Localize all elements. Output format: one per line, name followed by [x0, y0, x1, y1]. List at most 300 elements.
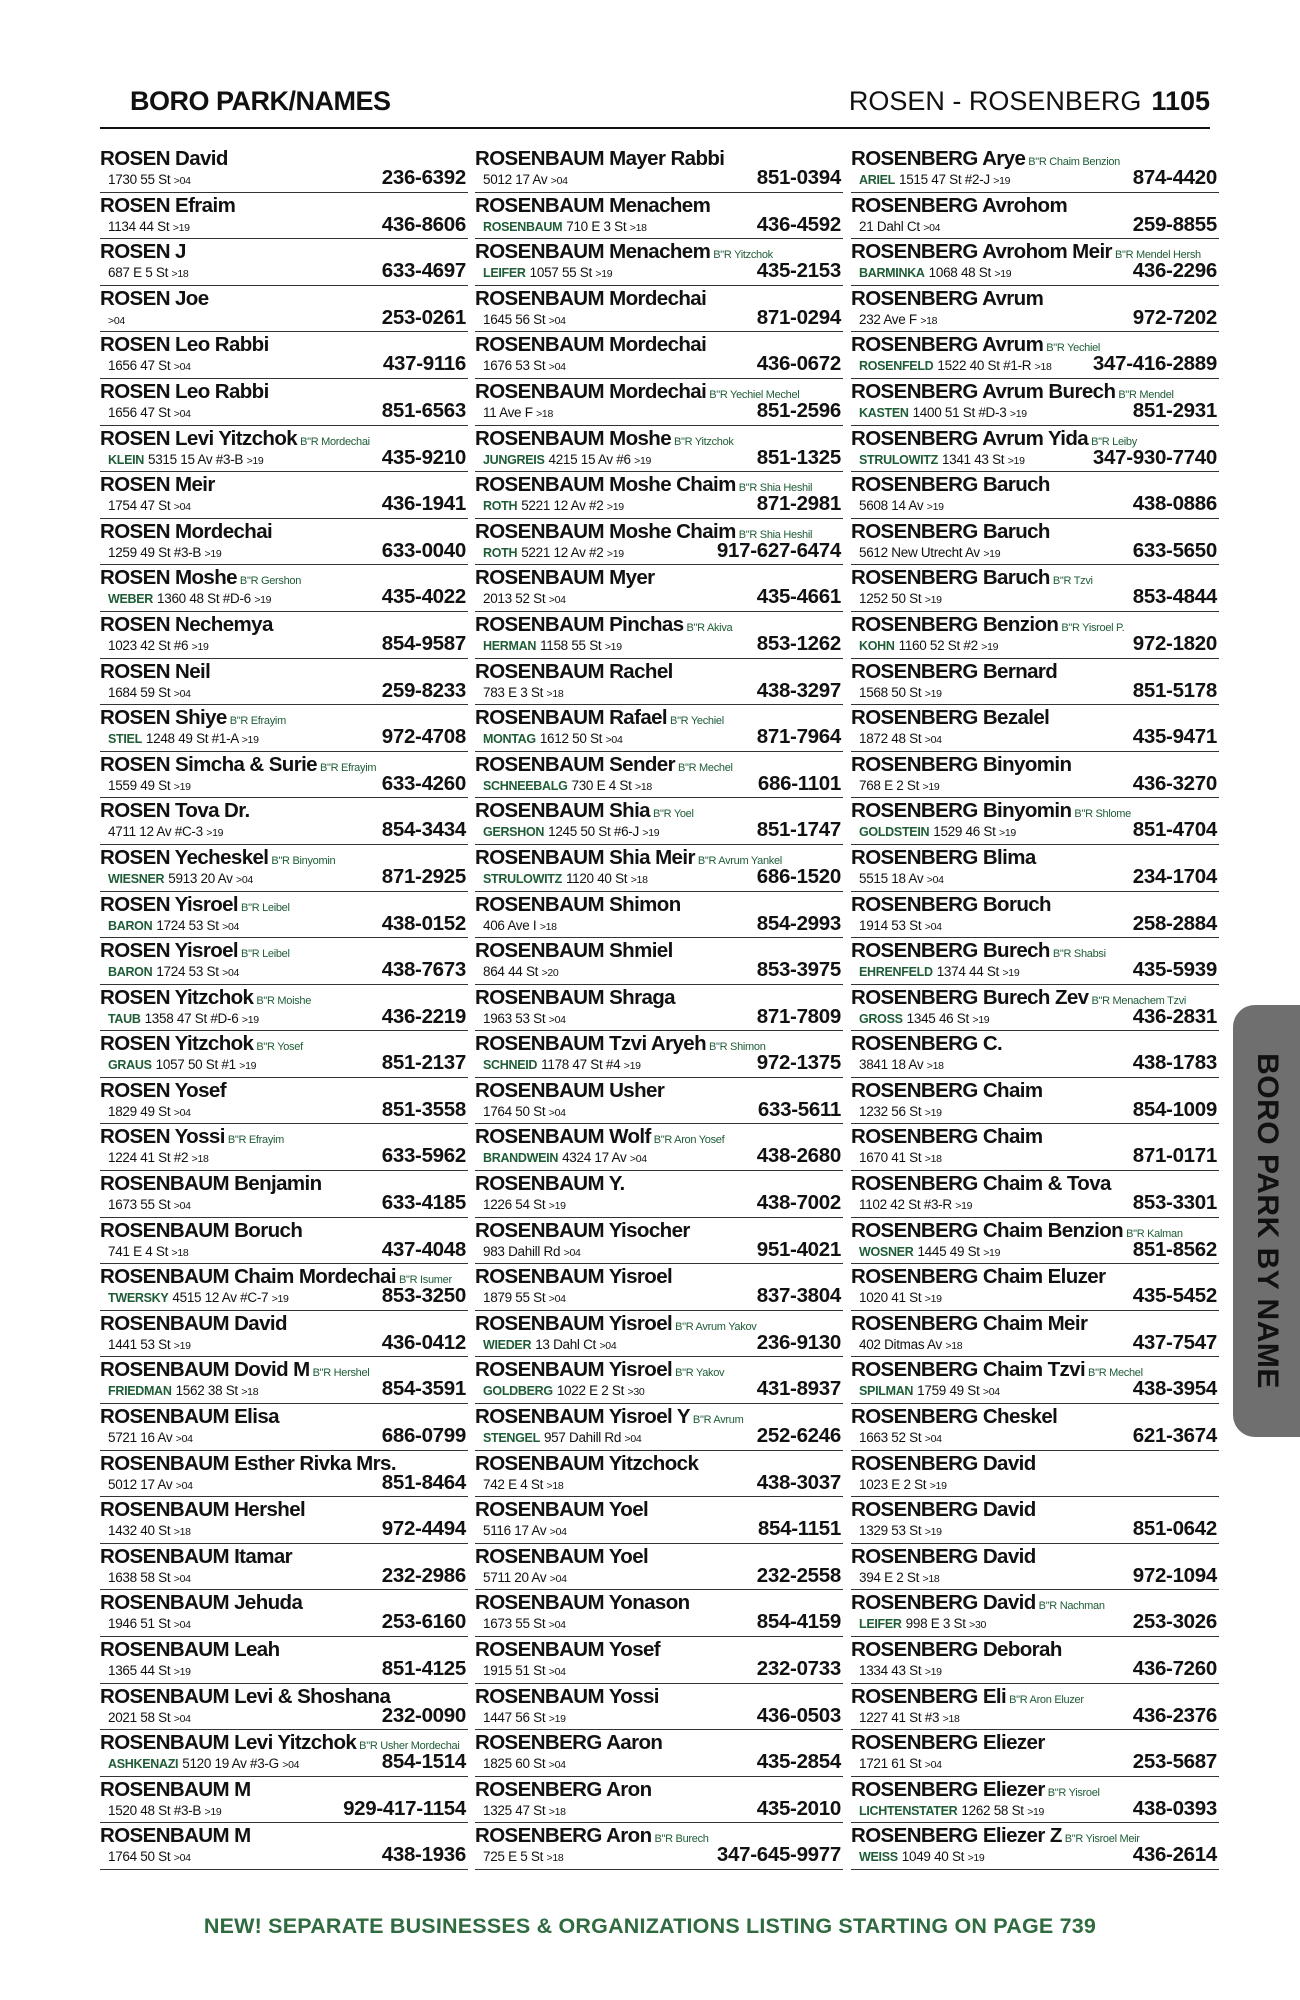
entry-zip-code: >04 [236, 873, 253, 886]
entry-zip-code: >19 [241, 734, 259, 747]
entry-phone: 853-3975 [756, 958, 841, 982]
entry-name-line [851, 1685, 1084, 1712]
listing-entry [475, 1124, 843, 1171]
entry-phone: 854-9587 [381, 631, 466, 655]
entry-name-line [475, 986, 675, 1010]
listing-entry [851, 798, 1219, 845]
listing-entry [851, 146, 1219, 193]
listing-entry [851, 1823, 1219, 1870]
listing-entry [100, 1684, 468, 1731]
entry-surname: LEIFER [859, 1617, 902, 1632]
entry-address-line [108, 1289, 289, 1308]
entry-name: ROSENBAUM Mordechai [475, 286, 707, 310]
entry-surname: SCHNEID [483, 1058, 538, 1073]
listing-entry [851, 519, 1219, 566]
entry-phone: 347-416-2889 [1092, 352, 1217, 376]
entry-address-line [483, 1755, 566, 1774]
entry-zip-code: >19 [595, 268, 613, 281]
entry-address: 1676 53 St [483, 358, 546, 374]
entry-phone: 232-0090 [381, 1703, 466, 1727]
entry-phone: 851-0394 [756, 166, 841, 189]
entry-zip-code: >19 [191, 640, 209, 653]
entry-address: 1670 41 St [859, 1150, 922, 1166]
entry-name-line [475, 753, 733, 780]
entry-zip-code: >19 [173, 1666, 191, 1678]
entry-phone: 972-4494 [381, 1517, 466, 1541]
listing-entry [475, 1264, 843, 1311]
listing-entry [100, 193, 468, 240]
entry-address: 5515 18 Av [859, 870, 924, 886]
entry-address-line [108, 1615, 191, 1634]
entry-address-line [859, 963, 1019, 982]
entry-zip-code: >18 [536, 407, 554, 420]
entry-zip-code: >18 [635, 780, 652, 793]
entry-surname: ROSENBAUM [483, 219, 563, 234]
entry-address: 741 E 4 St [108, 1243, 169, 1259]
entry-address: 1946 51 St [108, 1616, 171, 1632]
entry-name-line [475, 1079, 664, 1103]
entry-address: 1754 47 St [108, 498, 171, 514]
listing-entry [100, 1264, 468, 1311]
entry-address: 1663 52 St [859, 1430, 922, 1446]
entry-name-line [851, 1079, 1042, 1103]
entry-phone: 435-2153 [756, 259, 841, 283]
entry-name-line [475, 333, 706, 357]
entry-name-line [475, 939, 673, 963]
entry-name: ROSEN Moshe [100, 566, 237, 590]
entry-father-name: B"R Moishe [256, 994, 312, 1007]
entry-name-line [475, 1265, 672, 1289]
entry-father-name: B"R Yosef [256, 1041, 303, 1054]
entry-name-line [475, 1172, 625, 1196]
listing-entry [100, 146, 468, 193]
entry-father-name: B"R Nachman [1038, 1600, 1105, 1613]
entry-address-line [859, 357, 1052, 376]
entry-phone: 436-0412 [381, 1330, 466, 1354]
entry-name: ROSENBERG Avrum Burech [851, 379, 1116, 403]
entry-name: ROSENBERG David [851, 1498, 1036, 1522]
entry-surname: KLEIN [108, 452, 145, 467]
entry-address-line [859, 684, 942, 703]
entry-zip-code: >19 [548, 1712, 566, 1725]
entry-surname: WIEDER [483, 1337, 532, 1352]
entry-surname: ARIEL [859, 173, 896, 187]
entry-phone: 853-4844 [1132, 585, 1217, 609]
entry-name: ROSENBAUM Dovid M [100, 1358, 310, 1382]
entry-name-line [851, 1498, 1036, 1522]
entry-phone: 436-0503 [756, 1703, 841, 1727]
listing-entry [851, 1078, 1219, 1125]
entry-address-line [859, 1662, 942, 1681]
entry-address: 1400 51 St #D-3 [912, 404, 1007, 420]
entry-phone: 347-930-7740 [1092, 445, 1217, 469]
entry-address: 4324 17 Av [562, 1150, 627, 1166]
entry-father-name: B"R Mechel [678, 761, 733, 774]
entry-name-line [851, 473, 1050, 497]
listing-entry [475, 938, 843, 985]
entry-address-line [108, 1662, 191, 1681]
entry-phone: 259-8233 [381, 678, 466, 702]
entry-surname: ASHKENAZI [108, 1757, 179, 1772]
entry-name-line [100, 1079, 226, 1103]
entry-surname: BARON [108, 918, 153, 933]
entry-phone: 438-0152 [381, 911, 466, 935]
entry-name-line [851, 1405, 1057, 1429]
entry-address-line [108, 218, 190, 237]
entry-father-name: B"R Yitzchok [713, 249, 773, 262]
header-range-text: ROSEN - ROSENBERG [848, 86, 1142, 116]
entry-address: 710 E 3 St [566, 218, 627, 234]
listing-entry [851, 239, 1219, 286]
entry-name: ROSENBERG Chaim & Tova [851, 1172, 1111, 1196]
entry-zip-code: >04 [173, 407, 191, 420]
entry-address-line [108, 451, 263, 470]
entry-name-line [475, 846, 782, 873]
listing-entry [475, 752, 843, 799]
entry-father-name: B"R Menachem Tzvi [1091, 994, 1187, 1007]
entry-address-line [859, 218, 940, 237]
entry-name-line [851, 893, 1051, 917]
entry-name-line [851, 1172, 1111, 1196]
entry-phone: 232-2558 [756, 1563, 841, 1587]
entry-phone: 232-2986 [381, 1563, 466, 1587]
entry-zip-code: >19 [924, 1293, 942, 1306]
entry-surname: STRULOWITZ [483, 871, 562, 886]
entry-zip-code: >04 [924, 1433, 942, 1446]
entry-address: 1612 50 St [539, 731, 603, 747]
entry-name-line [475, 1125, 724, 1152]
entry-name-line [100, 520, 272, 544]
entry-address-line [108, 823, 223, 842]
entry-name: ROSENBAUM Yisocher [475, 1218, 690, 1242]
entry-zip-code: >04 [173, 1572, 191, 1585]
entry-address-line [108, 590, 271, 609]
entry-address-line [108, 777, 191, 796]
entry-address-line [108, 1243, 188, 1262]
listing-entry [475, 1684, 843, 1731]
entry-name-line [851, 1125, 1042, 1149]
entry-phone: 972-7202 [1132, 305, 1217, 329]
listing-column-1 [100, 146, 468, 1870]
entry-name: ROSENBAUM Hershel [100, 1498, 306, 1522]
entry-name-line [475, 1591, 690, 1615]
listing-entry [100, 1357, 468, 1404]
entry-address-line [483, 1569, 567, 1588]
listing-entry [100, 612, 468, 659]
entry-address-line [859, 451, 1025, 470]
entry-address-line [483, 451, 651, 470]
entry-name: ROSENBERG Bernard [851, 659, 1058, 683]
entry-phone: 347-645-9977 [716, 1843, 841, 1867]
entry-zip-code: >30 [969, 1619, 987, 1632]
listing-entry [100, 1124, 468, 1171]
entry-name: ROSENBERG Deborah [851, 1638, 1062, 1661]
entry-phone: 236-9130 [756, 1330, 841, 1354]
entry-zip-code: >04 [548, 1013, 566, 1026]
entry-address: 5711 20 Av [483, 1569, 547, 1585]
entry-zip-code: >19 [981, 640, 999, 653]
entry-name: ROSENBERG C. [851, 1032, 1003, 1056]
entry-phone: 436-0672 [756, 352, 841, 376]
entry-phone: 232-0733 [756, 1657, 841, 1680]
entry-address: 1445 49 St [917, 1243, 980, 1259]
entry-address-line [108, 1103, 191, 1122]
entry-zip-code: >04 [173, 1712, 191, 1725]
listing-entry [851, 845, 1219, 892]
entry-name: ROSENBAUM Mordechai [475, 379, 707, 403]
entry-name: ROSENBAUM Leah [100, 1638, 280, 1661]
entry-name: ROSENBERG Chaim Benzion [851, 1218, 1124, 1242]
entry-address: 1520 48 St #3-B [108, 1802, 202, 1818]
entry-zip-code: >19 [172, 221, 190, 234]
entry-zip-code: >19 [606, 547, 624, 560]
entry-zip-code: >18 [546, 1479, 564, 1492]
entry-name: ROSENBAUM Moshe Chaim [475, 519, 736, 543]
entry-address: 1656 47 St [108, 404, 171, 420]
entry-zip-code: >19 [983, 547, 1001, 560]
entry-address: 983 Dahill Rd [483, 1243, 561, 1259]
listing-entry [100, 1218, 468, 1265]
listing-column-2 [475, 146, 843, 1870]
listing-entry [851, 1497, 1219, 1544]
entry-name-line [851, 1358, 1143, 1385]
entry-name: ROSENBAUM Levi Yitzchok [100, 1731, 357, 1755]
entry-phone: 438-1936 [381, 1843, 466, 1867]
entry-zip-code: >18 [173, 1526, 191, 1539]
entry-zip-code: >19 [1007, 454, 1025, 467]
entry-father-name: B"R Binyomin [271, 854, 336, 867]
entry-name: ROSENBERG Blima [851, 845, 1036, 869]
entry-address: 2013 52 St [483, 591, 546, 607]
entry-name: ROSEN Efraim [100, 193, 236, 217]
listing-entry [100, 379, 468, 426]
entry-name: ROSENBERG Eli [851, 1684, 1007, 1708]
entry-name: ROSEN Nechemya [100, 612, 273, 636]
entry-phone: 633-5611 [757, 1097, 841, 1121]
entry-phone: 917-627-6474 [716, 538, 841, 562]
entry-address-line [483, 823, 659, 842]
entry-name: ROSENBERG Arye [851, 147, 1026, 170]
entry-name-line [851, 566, 1093, 593]
entry-address: 1120 40 St [565, 870, 628, 886]
entry-phone: 871-0171 [1132, 1144, 1217, 1168]
listing-entry [851, 1218, 1219, 1265]
entry-address-line [859, 264, 1011, 283]
entry-name: ROSEN Yossi [100, 1125, 225, 1149]
entry-phone: 437-7547 [1132, 1330, 1217, 1354]
entry-address: 1226 54 St [483, 1197, 546, 1213]
entry-address-line [859, 1615, 986, 1634]
entry-zip-code: >04 [926, 873, 944, 886]
entry-name: ROSENBAUM M [100, 1824, 251, 1848]
entry-name-line [100, 613, 273, 637]
entry-surname: LEIFER [483, 266, 526, 281]
entry-name: ROSENBAUM Rafael [475, 706, 668, 730]
entry-name-line [100, 1591, 302, 1615]
entry-surname: GOLDBERG [483, 1384, 553, 1399]
entry-name: ROSENBERG Chaim [851, 1078, 1043, 1102]
entry-address-line [859, 171, 1010, 190]
entry-zip-code: >19 [999, 827, 1016, 840]
entry-zip-code: >18 [942, 1712, 960, 1725]
entry-name-line [851, 1591, 1105, 1618]
entry-address-line [108, 1149, 209, 1168]
entry-name: ROSENBAUM Moshe [475, 426, 672, 450]
entry-phone: 438-3954 [1132, 1377, 1217, 1401]
entry-zip-code: >18 [922, 1572, 940, 1585]
entry-address-line [859, 1709, 960, 1728]
entry-address-line [859, 1382, 1000, 1401]
entry-phone: 259-8855 [1132, 212, 1217, 236]
entry-address-line [859, 823, 1016, 842]
entry-name: ROSENBAUM Wolf [475, 1125, 651, 1149]
entry-address-line [483, 637, 622, 656]
entry-name: ROSENBERG Avrohom Meir [851, 240, 1112, 264]
entry-name: ROSENBAUM David [100, 1311, 287, 1335]
entry-name: ROSENBAUM Shraga [475, 985, 675, 1009]
entry-zip-code: >18 [546, 687, 564, 700]
entry-address-line [859, 1569, 939, 1588]
entry-name-line [100, 1219, 302, 1243]
entry-address: 232 Ave F [859, 311, 917, 327]
entry-name: ROSENBERG Eliezer [851, 1777, 1045, 1801]
entry-address-line [108, 1569, 191, 1588]
entry-address-line [108, 497, 191, 516]
entry-address: 5315 15 Av #3-B [148, 451, 244, 467]
entry-address-line [859, 1149, 942, 1168]
entry-zip-code: >19 [241, 1013, 259, 1026]
entry-address-line [859, 311, 937, 330]
entry-name-line [100, 1824, 251, 1848]
entry-name-line [100, 566, 301, 593]
entry-name-line [100, 1498, 305, 1522]
entry-phone: 851-2137 [381, 1051, 466, 1075]
entry-address-line [108, 171, 191, 190]
listing-entry [475, 565, 843, 612]
entry-surname: WEISS [859, 1850, 898, 1865]
entry-name-line [100, 240, 186, 264]
entry-address: 1360 48 St #D-6 [157, 591, 251, 607]
entry-father-name: B"R Yakov [675, 1367, 725, 1380]
entry-address-line [483, 917, 557, 936]
listing-entry [475, 705, 843, 752]
entry-name: ROSENBAUM Pinchas [475, 612, 684, 636]
entry-phone: 253-0261 [381, 305, 466, 329]
entry-address-line [483, 870, 648, 889]
entry-name-line [100, 473, 215, 497]
entry-address-line [108, 1709, 191, 1728]
entry-phone: 929-417-1154 [343, 1796, 466, 1820]
entry-phone: 951-4021 [756, 1237, 841, 1261]
entry-name-line [100, 753, 376, 780]
entry-phone: 871-0294 [756, 305, 841, 329]
entry-address: 1432 40 St [108, 1523, 171, 1539]
entry-phone: 435-5452 [1132, 1284, 1217, 1308]
entry-zip-code: >04 [924, 1759, 942, 1772]
entry-name: ROSENBAUM M [100, 1777, 251, 1801]
entry-name-line [851, 660, 1057, 684]
entry-phone: 438-3297 [756, 678, 841, 702]
entry-address-line [483, 1196, 566, 1215]
entry-name-line [475, 706, 724, 733]
entry-address-line [859, 730, 942, 749]
entry-phone: 438-7673 [381, 958, 466, 982]
entry-surname: FRIEDMAN [108, 1384, 172, 1399]
entry-address: 1341 43 St [941, 451, 1005, 467]
entry-zip-code: >04 [548, 1106, 566, 1119]
entry-zip-code: >18 [539, 920, 557, 933]
entry-surname: STENGEL [483, 1431, 540, 1446]
listing-entry [475, 1218, 843, 1265]
entry-address: 406 Ave I [483, 917, 537, 933]
entry-father-name: B"R Yechiel [1046, 342, 1101, 355]
entry-name-line [100, 380, 269, 404]
listing-entry [851, 1637, 1219, 1684]
entry-address: 1178 47 St #4 [541, 1057, 621, 1073]
entry-address-line [483, 1662, 566, 1681]
listing-entry [475, 1404, 843, 1451]
entry-address: 1559 49 St [108, 777, 171, 793]
entry-name: ROSENBERG Binyomin [851, 752, 1072, 776]
entry-name-line [475, 427, 734, 454]
entry-name-line [100, 147, 228, 171]
entry-name: ROSENBERG Baruch [851, 566, 1050, 590]
entry-address-line [483, 1522, 567, 1541]
entry-name-line [475, 194, 710, 218]
entry-surname: GRAUS [108, 1058, 152, 1073]
entry-father-name: B"R Yechiel [670, 715, 724, 728]
header-rule [100, 127, 1210, 129]
entry-phone: 438-3037 [756, 1470, 841, 1494]
entry-address: 5012 17 Av [108, 1476, 173, 1492]
entry-address-line [859, 1802, 1044, 1821]
listing-entry [475, 519, 843, 566]
entry-name-line [851, 1824, 1140, 1851]
entry-phone: 854-4159 [756, 1610, 841, 1634]
entry-zip-code: >19 [204, 1805, 222, 1818]
entry-address-line [483, 1103, 566, 1122]
entry-address-line [108, 917, 239, 936]
listing-entry [475, 798, 843, 845]
entry-name: ROSENBERG Avrum [851, 286, 1044, 310]
entry-address: 1441 53 St [108, 1336, 171, 1352]
entry-name-line [100, 427, 370, 454]
entry-zip-code: >19 [926, 501, 944, 514]
listing-entry [100, 1823, 468, 1870]
entry-phone: 633-4260 [381, 771, 466, 795]
entry-name-line [851, 1545, 1036, 1569]
entry-name: ROSENBAUM Esther Rivka Mrs. [100, 1451, 396, 1475]
entry-phone: 686-1520 [756, 864, 841, 888]
listing-entry [100, 752, 468, 799]
entry-zip-code: >04 [222, 920, 240, 933]
entry-name: ROSENBAUM Benjamin [100, 1172, 322, 1196]
entry-surname: GOLDSTEIN [859, 825, 930, 840]
entry-address-line [108, 1196, 191, 1215]
entry-address: 1515 47 St #2-J [899, 172, 990, 187]
entry-address-line [859, 917, 942, 936]
entry-phone: 851-1325 [756, 445, 841, 469]
entry-father-name: B"R Efrayim [229, 715, 286, 728]
entry-name: ROSENBAUM Y. [475, 1172, 625, 1196]
entry-phone: 837-3804 [756, 1284, 841, 1308]
listing-entry [100, 985, 468, 1032]
entry-name: ROSENBERG Aron [475, 1824, 652, 1848]
entry-phone: 436-7260 [1132, 1657, 1217, 1680]
entry-phone: 851-8464 [381, 1470, 466, 1494]
listing-entry [851, 426, 1219, 473]
entry-zip-code: >19 [246, 454, 264, 467]
